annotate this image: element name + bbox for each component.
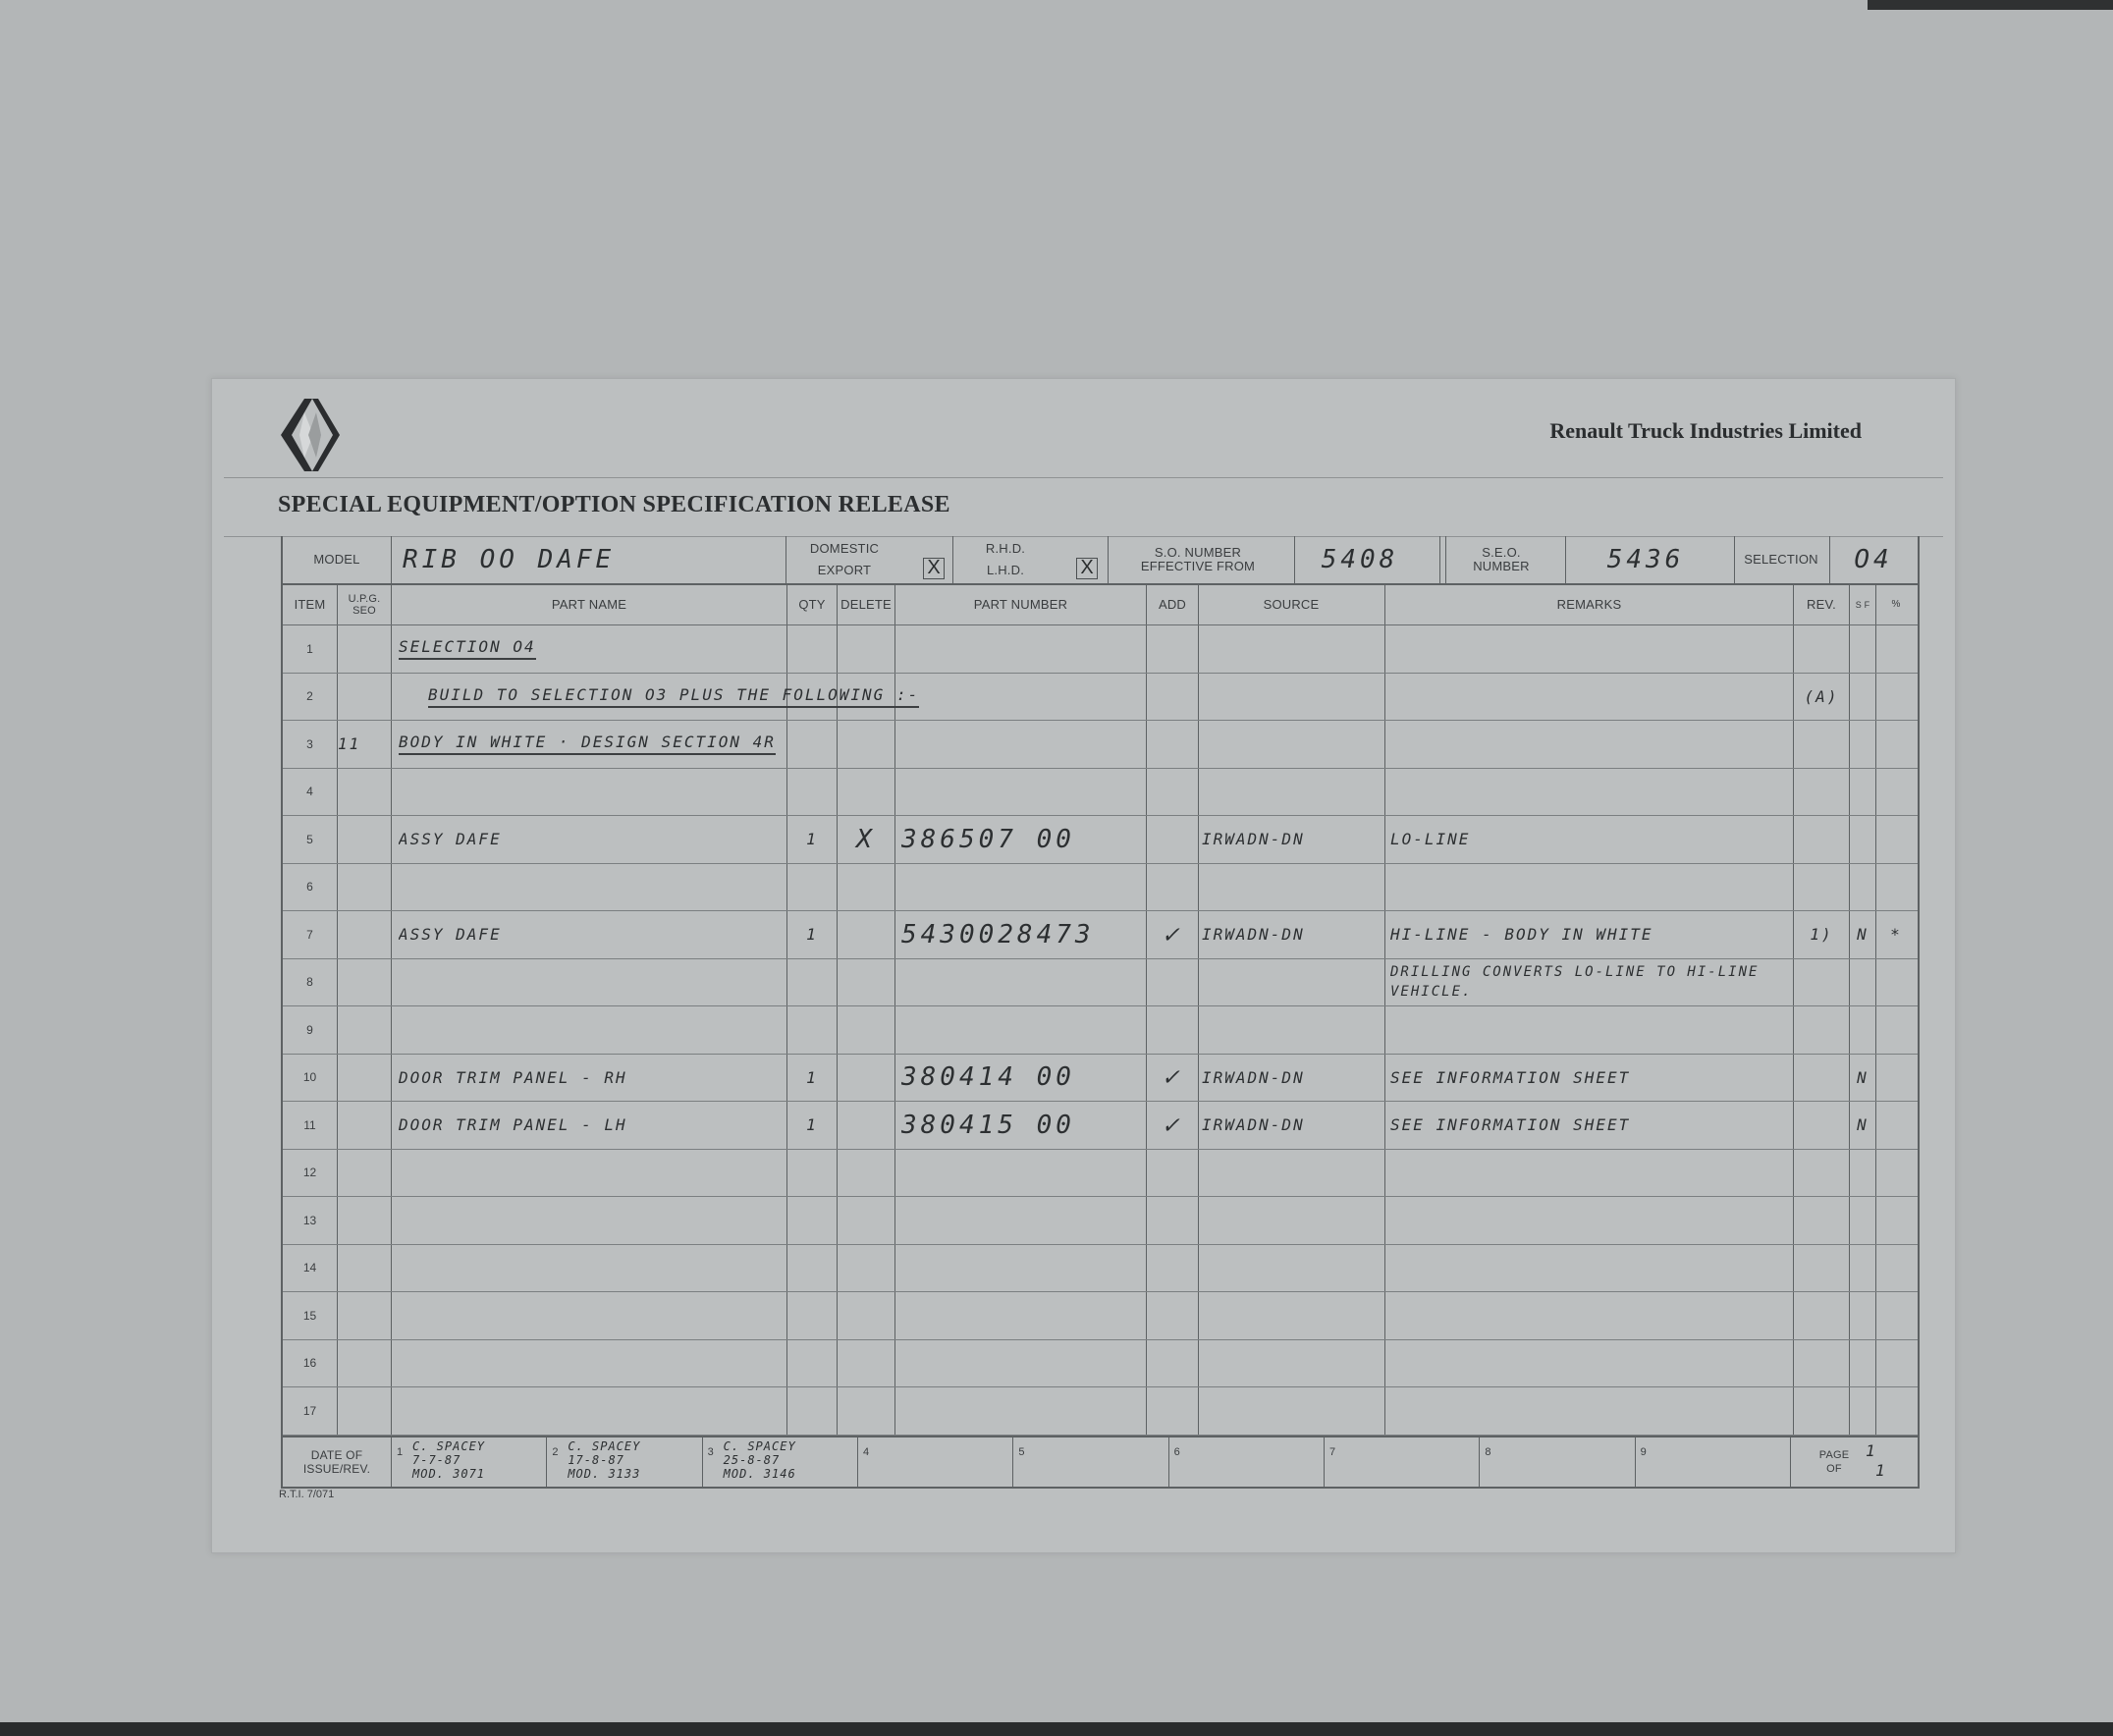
- cell-part: DOOR TRIM PANEL - LH: [399, 1115, 627, 1135]
- cell-qty: 1: [806, 1067, 818, 1087]
- selection-label-cell: [1736, 536, 1826, 583]
- cell-part: SELECTION O4: [399, 637, 536, 660]
- col-item: ITEM: [294, 597, 326, 612]
- cell-add: ✓: [1163, 1110, 1182, 1140]
- cell-rev: 1): [1810, 925, 1833, 945]
- issue-slot: [706, 1438, 855, 1487]
- cell-add: ✓: [1163, 1062, 1182, 1093]
- cell-qty: 1: [806, 925, 818, 945]
- cell-remarks: SEE INFORMATION SHEET: [1390, 1115, 1631, 1135]
- cell-part: ASSY DAFE: [399, 830, 502, 849]
- issue-slot: [1172, 1438, 1322, 1487]
- form-title: SPECIAL EQUIPMENT/OPTION SPECIFICATION RELEASE: [278, 492, 950, 517]
- table-row: [283, 721, 1918, 769]
- col-part-number: PART NUMBER: [973, 597, 1068, 612]
- cell-upg: 11: [338, 734, 361, 754]
- issue-name: C. SPACEY: [568, 1438, 641, 1453]
- cell-item: 5: [306, 832, 313, 846]
- issue-n: 1: [397, 1445, 404, 1458]
- issue-n: 3: [707, 1445, 714, 1458]
- page-label-text: PAGE: [1818, 1448, 1850, 1461]
- renault-logo-icon: [281, 399, 340, 472]
- date-of-label: DATE OF: [310, 1447, 363, 1462]
- divider: [224, 477, 1943, 478]
- issue-slot: [1327, 1438, 1477, 1487]
- table-row: [283, 674, 1918, 722]
- issue-date: 25-8-87: [723, 1452, 781, 1467]
- export-label: EXPORT: [817, 563, 872, 577]
- cell-remarks: LO-LINE: [1390, 830, 1471, 849]
- cell-source: IRWADN-DN: [1202, 1115, 1305, 1135]
- seo-number-label: NUMBER: [1473, 559, 1530, 573]
- table-row: [283, 1245, 1918, 1293]
- column-headers: [283, 585, 1918, 625]
- cell-item: 14: [302, 1261, 317, 1275]
- lhd-checkbox: X: [1076, 558, 1098, 579]
- cell-item: 9: [306, 1022, 313, 1037]
- table-row: [283, 1387, 1918, 1436]
- spec-form: [281, 536, 1920, 1489]
- col-s: S F: [1855, 600, 1870, 610]
- cell-item: 11: [303, 1117, 316, 1132]
- issue-slot: [861, 1438, 1010, 1487]
- cell-pn: 380415 00: [901, 1110, 1075, 1140]
- table-row: [283, 911, 1918, 959]
- page-label: [1795, 1438, 1873, 1487]
- model-value: RIB OO DAFE: [403, 545, 616, 574]
- cell-s: N: [1857, 925, 1869, 945]
- form-reference: R.T.I. 7/071: [279, 1489, 335, 1500]
- issue-slot-number: 5: [1018, 1445, 1025, 1458]
- selection-value: O4: [1854, 545, 1893, 574]
- cell-item: 4: [306, 785, 313, 799]
- scan-edge-bottom: [0, 1722, 2113, 1736]
- cell-item: 2: [306, 689, 313, 704]
- cell-x: *: [1890, 925, 1902, 945]
- seo-number-label-cell: [1447, 536, 1555, 583]
- page-number: 1: [1866, 1440, 1877, 1460]
- cell-rev: (A): [1804, 686, 1839, 706]
- item-rows: [283, 625, 1918, 1436]
- cell-remarks: HI-LINE - BODY IN WHITE: [1390, 925, 1653, 945]
- company-name: Renault Truck Industries Limited: [1549, 418, 1862, 443]
- table-row: [283, 1102, 1918, 1150]
- issue-slot-number: 6: [1173, 1445, 1180, 1458]
- issue-slot: [1639, 1438, 1788, 1487]
- cell-item: 13: [302, 1213, 317, 1227]
- cell-item: 16: [302, 1356, 317, 1371]
- scan-edge-top: [1868, 0, 2113, 10]
- table-row: [283, 1055, 1918, 1103]
- col-part-name: PART NAME: [551, 597, 627, 612]
- model-label: MODEL: [313, 552, 360, 567]
- cell-item: 6: [306, 880, 313, 895]
- cell-pn: 5430028473: [901, 919, 1095, 949]
- issue-name: C. SPACEY: [723, 1438, 796, 1453]
- issue-mod: MOD. 3071: [412, 1466, 486, 1481]
- cell-item: 12: [302, 1166, 317, 1180]
- issue-footer: [283, 1436, 1918, 1489]
- issue-date: 17-8-87: [568, 1452, 624, 1467]
- col-source: SOURCE: [1263, 597, 1320, 612]
- issue-mod: MOD. 3146: [723, 1466, 796, 1481]
- cell-item: 3: [306, 736, 313, 751]
- page-total: 1: [1875, 1460, 1887, 1480]
- issue-slot-number: 7: [1329, 1445, 1336, 1458]
- issue-mod: MOD. 3133: [568, 1466, 641, 1481]
- cell-item: 1: [306, 641, 313, 656]
- table-row: [283, 1150, 1918, 1198]
- cell-part: BUILD TO SELECTION O3 PLUS THE FOLLOWING :-: [428, 685, 919, 708]
- issue-slot: [395, 1438, 544, 1487]
- table-row: [283, 816, 1918, 864]
- table-row: [283, 864, 1918, 912]
- so-number-label: S.O. NUMBER: [1154, 545, 1242, 560]
- cell-qty: 1: [806, 830, 818, 849]
- issue-slot: [550, 1438, 699, 1487]
- model-value-cell: [403, 536, 776, 583]
- table-row: [283, 1340, 1918, 1388]
- lhd-label: L.H.D.: [986, 563, 1025, 577]
- cell-part: BODY IN WHITE · DESIGN SECTION 4R: [399, 732, 776, 755]
- rhd-label: R.H.D.: [985, 541, 1026, 556]
- cell-remarks: DRILLING CONVERTS LO-LINE TO HI-LINE VEHICLE.: [1390, 964, 1760, 1001]
- cell-s: N: [1857, 1067, 1869, 1087]
- issue-n: 2: [552, 1445, 559, 1458]
- cell-item: 7: [306, 927, 313, 942]
- issue-slot: [1016, 1438, 1165, 1487]
- issue-name: C. SPACEY: [412, 1438, 486, 1453]
- col-delete: DELETE: [840, 597, 892, 612]
- so-number-label-cell: [1110, 536, 1286, 583]
- table-row: [283, 1292, 1918, 1340]
- issue-date: 7-7-87: [412, 1452, 461, 1467]
- domestic-label: DOMESTIC: [809, 541, 880, 556]
- cell-source: IRWADN-DN: [1202, 830, 1305, 849]
- cell-source: IRWADN-DN: [1202, 1067, 1305, 1087]
- selection-label: SELECTION: [1744, 552, 1818, 567]
- issue-slot-number: 8: [1485, 1445, 1491, 1458]
- effective-from-label: EFFECTIVE FROM: [1140, 559, 1256, 573]
- so-number-value: 5408: [1321, 545, 1399, 574]
- seo-label: S.E.O.: [1482, 545, 1521, 560]
- cell-pn: 386507 00: [901, 824, 1075, 854]
- header-band: [283, 536, 1918, 585]
- cell-add: ✓: [1163, 919, 1182, 949]
- issue-slot: [1483, 1438, 1632, 1487]
- cell-part: DOOR TRIM PANEL - RH: [399, 1067, 627, 1087]
- seo-number-value: 5436: [1606, 545, 1685, 574]
- market-labels: [787, 536, 901, 583]
- model-label-cell: [283, 536, 391, 583]
- table-row: [283, 625, 1918, 674]
- cell-s: N: [1857, 1115, 1869, 1135]
- table-row: [283, 1006, 1918, 1055]
- issue-slot-number: 9: [1640, 1445, 1647, 1458]
- issue-rev-label: ISSUE/REV.: [302, 1461, 371, 1476]
- cell-item: 17: [302, 1403, 317, 1418]
- table-row: [283, 769, 1918, 817]
- export-checkbox: X: [923, 558, 945, 579]
- col-rev: REV.: [1807, 597, 1836, 612]
- col-upg-label: U.P.G.: [348, 593, 381, 605]
- cell-item: 10: [302, 1070, 317, 1085]
- cell-item: 15: [302, 1308, 317, 1323]
- selection-value-cell: [1831, 536, 1916, 583]
- col-remarks: REMARKS: [1556, 597, 1622, 612]
- cell-del: X: [856, 824, 876, 854]
- cell-pn: 380414 00: [901, 1062, 1075, 1093]
- col-upg-seo: [338, 585, 391, 624]
- cell-item: 8: [306, 975, 313, 990]
- date-of-issue-label: [283, 1438, 391, 1487]
- col-qty: QTY: [798, 597, 826, 612]
- cell-source: IRWADN-DN: [1202, 925, 1305, 945]
- seo-number-value-cell: [1567, 536, 1724, 583]
- cell-part: ASSY DAFE: [399, 925, 502, 945]
- drive-labels: [954, 536, 1056, 583]
- of-label-text: OF: [1826, 1462, 1842, 1475]
- cell-remarks: SEE INFORMATION SHEET: [1390, 1067, 1631, 1087]
- col-seo-label: SEO: [352, 605, 376, 617]
- col-add: ADD: [1158, 597, 1187, 612]
- specification-sheet: [211, 378, 1956, 1553]
- so-number-value-cell: [1296, 536, 1424, 583]
- table-row: [283, 1197, 1918, 1245]
- issue-slot-number: 4: [863, 1445, 870, 1458]
- cell-qty: 1: [806, 1115, 818, 1135]
- table-row: [283, 959, 1918, 1007]
- col-last: %: [1891, 599, 1901, 610]
